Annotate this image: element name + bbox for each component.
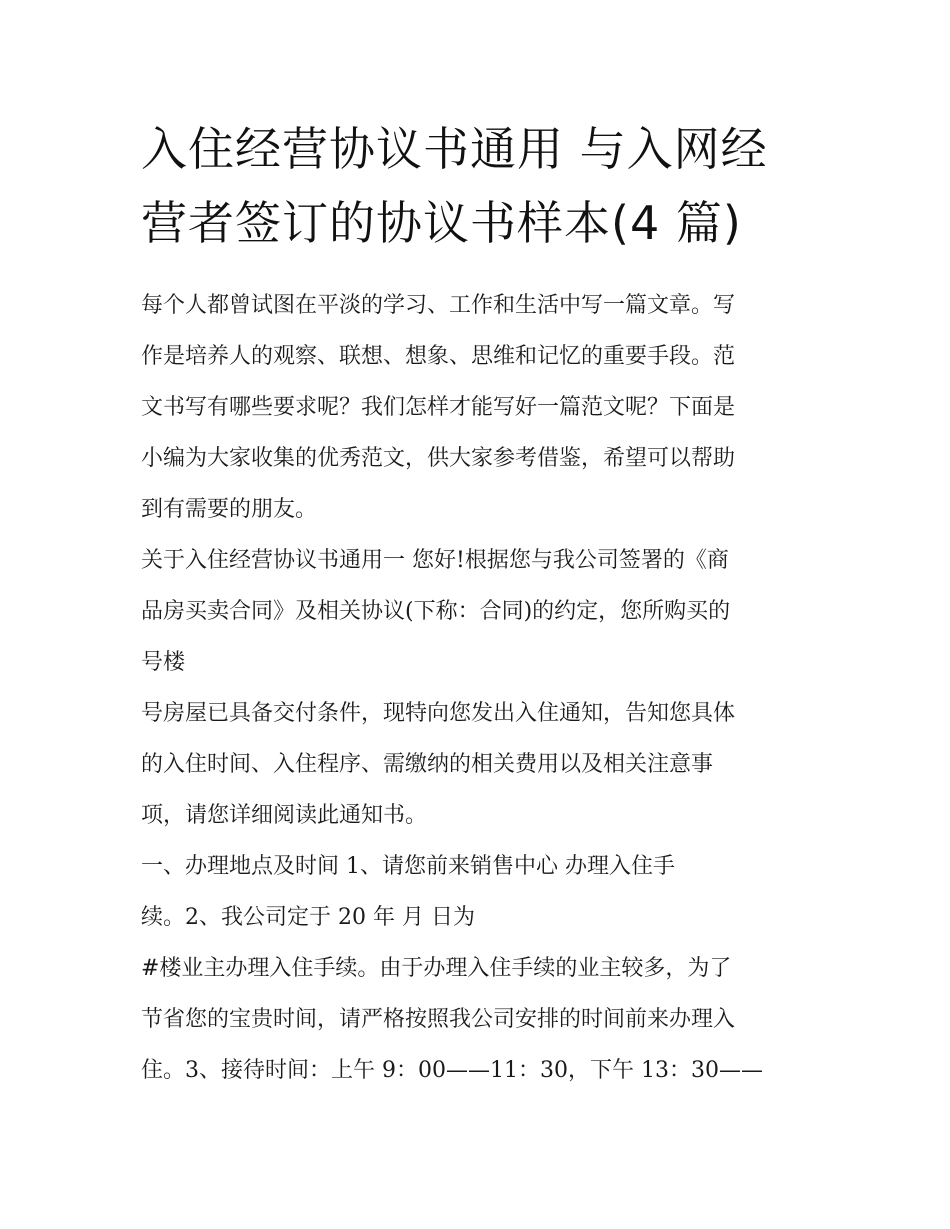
title-line-1: 入住经营协议书通用 与入网经 (141, 122, 768, 176)
body-line: 续。2、我公司定于 20 年 月 日为 (141, 905, 475, 930)
title-line-2: 营者签订的协议书样本(4 篇) (141, 196, 742, 250)
body-line: 文书写有哪些要求呢？我们怎样才能写好一篇范文呢？下面是 (141, 395, 736, 420)
document-title (141, 112, 821, 260)
body-line: 每个人都曾试图在平淡的学习、工作和生活中写一篇文章。写 (141, 293, 736, 318)
body-line: 项，请您详细阅读此通知书。 (141, 803, 428, 828)
body-line: 号房屋已具备交付条件，现特向您发出入住通知，告知您具体 (141, 701, 736, 726)
body-line: 关于入住经营协议书通用一 您好!根据您与我公司签署的《商 (141, 548, 729, 573)
body-line: 品房买卖合同》及相关协议(下称：合同)的约定，您所购买的 (141, 599, 731, 624)
body-line: 作是培养人的观察、联想、想象、思维和记忆的重要手段。范 (141, 344, 736, 369)
body-line: 住。3、接待时间：上午 9：00——11：30，下午 13：30—— (141, 1058, 763, 1083)
body-line: 到有需要的朋友。 (141, 497, 318, 522)
body-line: #楼业主办理入住手续。由于办理入住手续的业主较多，为了 (141, 956, 732, 981)
body-line: 一、办理地点及时间 1、请您前来销售中心 办理入住手 (141, 854, 675, 879)
body-line: 的入住时间、入住程序、需缴纳的相关费用以及相关注意事 (141, 752, 714, 777)
body-line: 节省您的宝贵时间，请严格按照我公司安排的时间前来办理入 (141, 1007, 736, 1032)
body-line: 号楼 (141, 650, 186, 675)
body-line: 小编为大家收集的优秀范文，供大家参考借鉴，希望可以帮助 (141, 446, 736, 471)
document-body (141, 280, 821, 1096)
